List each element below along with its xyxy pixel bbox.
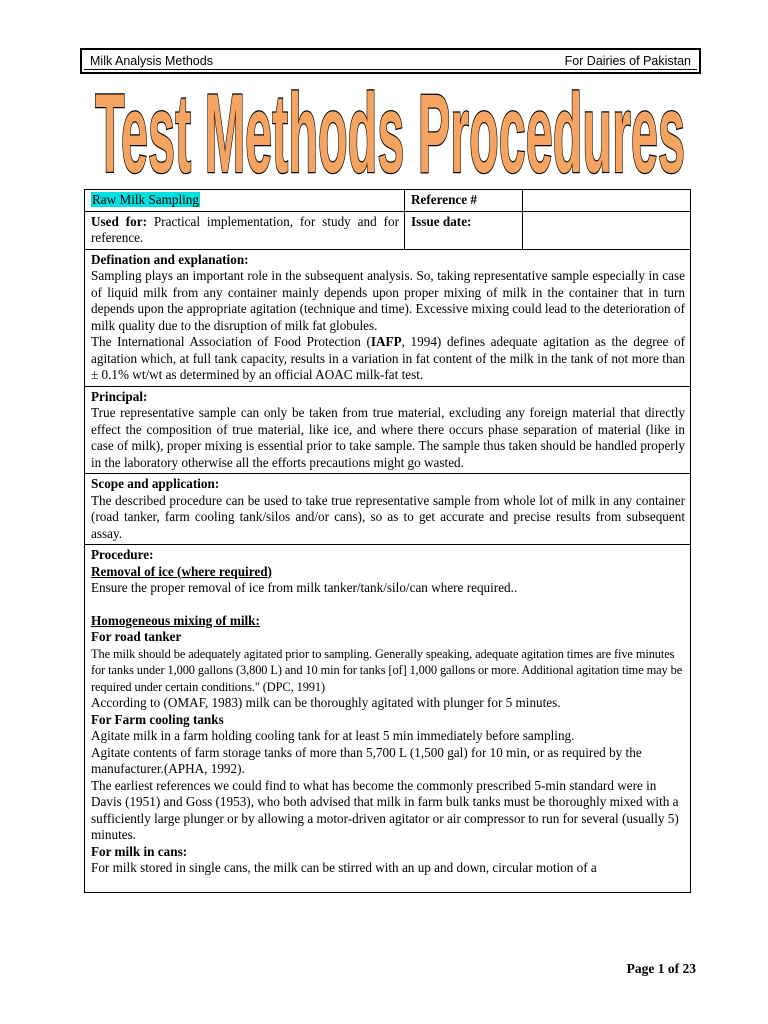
sampling-title: Raw Milk Sampling (92, 192, 199, 207)
principal-text: True representative sample can only be taken from true material, excluding any foreign material that directly effect the composition of true material, like ice, and where there occurs phase separation of material (like in case of milk), proper mixing is essential prior to take sample. The sample thus taken should be handled properly in the laboratory otherwise all the efforts precautions might go wasted. (91, 405, 685, 470)
definition-section (85, 249, 691, 386)
scope-heading: Scope and application: (91, 476, 220, 491)
principal-row (85, 386, 691, 474)
principal-section (85, 386, 691, 474)
page-title (90, 80, 690, 182)
definition-paragraph-1: Sampling plays an important role in the subsequent analysis. So, taking representative sample especially in case of liquid milk from any container mainly depends upon proper mixing of milk in the container that in turn depends upon the appropriate agitation (technique and time). Excessive mixing could lead to the deterioration of milk quality due to the disruption of milk fat globules. (91, 268, 685, 333)
procedure-heading: Procedure: (91, 547, 154, 562)
definition-paragraph-2 (91, 334, 685, 384)
road-tanker-text-2: According to (OMAF, 1983) milk can be thoroughly agitated with plunger for 5 minutes. (91, 695, 561, 710)
mixing-heading: Homogeneous mixing of milk: (91, 612, 260, 628)
cans-heading: For milk in cans: (91, 843, 188, 859)
road-tanker-heading: For road tanker (91, 629, 182, 644)
reference-value-cell (523, 190, 691, 212)
page-title-text: Test Methods Procedures (95, 80, 685, 182)
reference-label-cell (405, 190, 523, 212)
scope-text: The described procedure can be used to take true representative sample from whole lot of milk in any container (road tanker, farm cooling tank/silos and/or cans), so as to get accurate and precise results from subsequent assay. (91, 492, 685, 541)
scope-section (85, 474, 691, 545)
procedure-table (84, 189, 691, 893)
running-header (80, 48, 701, 74)
farm-tanks-text-3: The earliest references we could find to what has become the commonly prescribed 5-min standard were in Davis (1951) and Goss (1953), who both advised that milk in farm bulk tanks must be thoroughly mixed with a sufficiently large plunger or by allowing a motor-driven agitator or air compressor to run for several (usually 5) minutes. (91, 777, 679, 842)
sampling-title-cell (85, 190, 405, 212)
procedure-section (85, 545, 691, 893)
header-left-text: Milk Analysis Methods (90, 54, 213, 68)
scope-row (85, 474, 691, 545)
procedure-content (91, 547, 685, 890)
info-row-1 (85, 190, 691, 212)
used-for-cell (85, 211, 405, 249)
farm-tanks-heading: For Farm cooling tanks (91, 711, 224, 727)
used-for-text: Practical implementation, for study and for reference. (91, 213, 399, 245)
ice-text: Ensure the proper removal of ice from milk tanker/tank/silo/can where required.. (91, 580, 518, 595)
issue-date-label: Issue date: (411, 213, 472, 229)
issue-date-value-cell (523, 211, 691, 249)
issue-date-label-cell (405, 211, 523, 249)
reference-label: Reference # (411, 192, 478, 207)
definition-heading: Defination and explanation: (91, 251, 249, 267)
farm-tanks-text-2: Agitate contents of farm storage tanks of more than 5,700 L (1,500 gal) for 10 min, or as required by the manufacturer.(APHA, 1992). (91, 744, 642, 776)
principal-heading: Principal: (91, 388, 148, 404)
definition-p2-before: The International Association of Food Protection ( (91, 334, 371, 349)
procedure-row (85, 545, 691, 893)
header-right-text: For Dairies of Pakistan (564, 54, 691, 68)
farm-tanks-text-1: Agitate milk in a farm holding cooling tank for at least 5 min immediately before sampling. (91, 728, 575, 743)
iafp-bold: IAFP (370, 334, 402, 349)
road-tanker-text-1: The milk should be adequately agitated prior to sampling. Generally speaking, adequate agitation times are five minutes for tanks under 1,000 gallons (3,800 L) and 10 min for tanks [of] 1,000 gallons or more. Additional agitation time may be required under certain conditions." (DPC, 1991) (91, 646, 683, 694)
definition-p2-after: , 1994) defines adequate agitation as the degree of agitation which, at full tank capacity, results in a variation in fat content of the milk in the tank of not more than ± 0.1% wt/wt as determined by an official AOAC milk-fat test. (91, 334, 685, 382)
info-row-2 (85, 211, 691, 249)
cans-text: For milk stored in single cans, the milk can be stirred with an up and down, circular motion of a (91, 860, 597, 875)
ice-heading: Removal of ice (where required) (91, 563, 272, 579)
page-number: Page 1 of 23 (626, 961, 696, 976)
definition-row (85, 249, 691, 386)
used-for-label: Used for: (91, 213, 147, 229)
